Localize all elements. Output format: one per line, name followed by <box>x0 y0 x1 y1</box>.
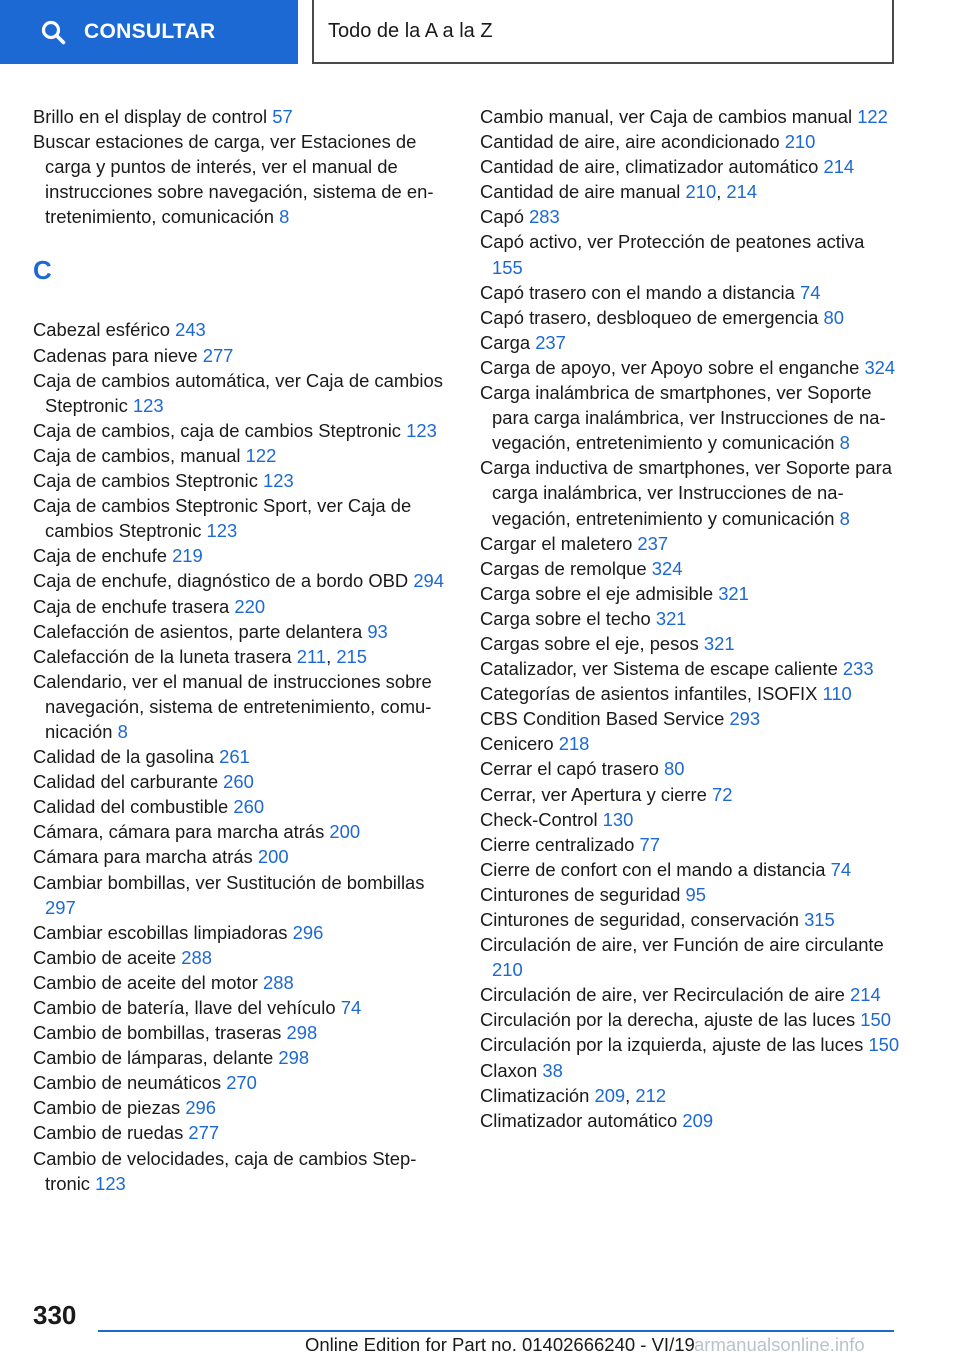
index-entry-text: Brillo en el display de control <box>33 106 273 127</box>
page-link[interactable]: 77 <box>639 833 660 855</box>
index-entry <box>33 1020 453 1045</box>
page-link[interactable]: 211 <box>296 645 327 667</box>
page-link[interactable]: 200 <box>257 846 289 868</box>
index-entry <box>33 769 453 794</box>
page-link[interactable]: 260 <box>223 771 254 793</box>
page-link[interactable]: 277 <box>188 1122 220 1144</box>
index-entry-text: Carga sobre el techo <box>480 607 656 629</box>
index-entry-text: Carga de apoyo, ver Apoyo sobre el enganche <box>480 356 865 378</box>
index-entry-text: Cerrar, ver Apertura y cierre <box>480 783 713 805</box>
page-link[interactable]: 219 <box>172 545 203 567</box>
index-entry-text: Climatización <box>480 1084 595 1106</box>
index-entry <box>33 995 453 1020</box>
index-entry <box>480 1058 900 1083</box>
index-entry <box>33 870 453 920</box>
page-link[interactable]: 288 <box>181 946 212 968</box>
index-entry-text: Cantidad de aire, aire acondicionado <box>480 131 785 153</box>
page-link[interactable]: 122 <box>857 106 888 127</box>
page-link[interactable]: 74 <box>830 858 852 880</box>
index-entry <box>480 832 900 857</box>
index-entry-text: Circulación de aire, ver Recirculación de aire <box>480 984 851 1006</box>
index-entry <box>480 556 900 581</box>
index-entry <box>480 681 900 706</box>
index-entry <box>480 104 900 129</box>
index-entry <box>480 756 900 781</box>
index-entry <box>480 631 900 656</box>
page-link[interactable]: 209 <box>594 1084 626 1106</box>
index-entry <box>33 468 453 493</box>
index-entry <box>480 355 900 380</box>
section-title: Todo de la A a la Z <box>328 19 493 42</box>
page-link[interactable]: 296 <box>185 1097 217 1119</box>
index-column-left <box>33 104 453 1196</box>
page-number: 330 <box>33 1300 77 1330</box>
index-entry-text: Climatizador automático <box>480 1109 683 1131</box>
index-entry <box>33 920 453 945</box>
index-entry-text: Caja de cambios, manual <box>33 444 246 466</box>
index-entry-text: Calidad del carburante <box>33 771 224 793</box>
index-entry <box>480 1007 900 1032</box>
index-entry-text: Cambio de velocidades, caja de cambios Steptronic <box>33 1147 417 1194</box>
index-entry-text: Check-Control <box>480 808 603 830</box>
page-link[interactable]: 150 <box>868 1034 900 1056</box>
index-entry <box>480 229 900 279</box>
page-link[interactable]: 261 <box>219 746 250 768</box>
index-entry-text: Cinturones de seguridad, conservación <box>480 909 805 930</box>
index-entry-text: Caja de enchufe trasera <box>33 595 235 617</box>
page-link[interactable]: 296 <box>292 921 324 943</box>
page-link[interactable]: 215 <box>336 645 368 667</box>
index-entry-text: Catalizador, ver Sistema de escape caliente <box>480 658 843 680</box>
index-entry-text: Caja de enchufe, diagnóstico de a bordo OBD <box>33 570 414 592</box>
index-entry-text: CBS Condition Based Service <box>480 708 730 730</box>
index-entry <box>480 731 900 756</box>
page-link[interactable]: 210 <box>784 131 816 153</box>
page-link[interactable]: 243 <box>175 319 206 341</box>
index-entry-text: Capó <box>480 206 530 228</box>
page-link[interactable]: 233 <box>842 658 874 680</box>
page-link[interactable]: 8 <box>839 507 850 529</box>
index-entry <box>33 1045 453 1070</box>
index-entry-text: Circulación de aire, ver Función de aire circulante <box>480 934 884 956</box>
index-entry-text: Caja de cambios Steptronic <box>33 470 263 492</box>
page-link[interactable]: 214 <box>823 156 855 178</box>
index-entry-text: Caja de cambios, caja de cambios Steptronic <box>33 419 407 441</box>
page-link[interactable]: 270 <box>226 1072 257 1094</box>
index-entry <box>33 418 453 443</box>
page-link[interactable]: 210 <box>685 181 717 203</box>
index-entry <box>480 280 900 305</box>
index-entry <box>480 807 900 832</box>
index-entry <box>33 819 453 844</box>
index-entry-text: Cambio de aceite del motor <box>33 971 263 993</box>
page-link[interactable]: 298 <box>278 1047 310 1069</box>
index-entry <box>33 568 453 593</box>
page-link[interactable]: 123 <box>95 1172 126 1194</box>
section-header <box>312 0 894 64</box>
page-link[interactable]: 288 <box>263 971 294 993</box>
index-entry-text: Circulación por la derecha, ajuste de las luces <box>480 1009 861 1031</box>
index-entry <box>480 1108 900 1133</box>
index-entry-text: Cenicero <box>480 733 559 755</box>
index-entry-text: Caja de enchufe <box>33 545 173 567</box>
page-link[interactable]: 150 <box>860 1009 891 1031</box>
page-link[interactable]: 237 <box>535 331 566 353</box>
index-entry <box>33 368 453 418</box>
index-entry-text: Caja de cambios automática, ver Caja de cambios Steptronic <box>33 369 443 416</box>
index-entry <box>33 945 453 970</box>
page-link[interactable]: 297 <box>45 896 76 918</box>
index-entry <box>480 531 900 556</box>
index-entry <box>480 982 900 1007</box>
page-link[interactable]: 298 <box>286 1022 318 1044</box>
index-entry-text: Cambio de neumáticos <box>33 1072 227 1094</box>
index-entry-text: Cargas sobre el eje, pesos <box>480 632 704 654</box>
index-entry-text: Carga inductiva de smartphones, ver Soporte para carga inalámbrica, ver Instrucciones de navegación, entretenimiento y comunicación <box>480 457 892 529</box>
page-link[interactable]: 209 <box>682 1109 714 1131</box>
index-entry-text: Cambio de bombillas, traseras <box>33 1022 287 1044</box>
page-link[interactable]: 324 <box>651 557 683 579</box>
footer-divider <box>98 1330 894 1332</box>
index-entry <box>33 844 453 869</box>
index-letter-heading: C <box>33 255 52 286</box>
index-entry-text: Cámara para marcha atrás <box>33 846 258 868</box>
page-link[interactable]: 123 <box>406 419 437 441</box>
index-entry-text: Cierre centralizado <box>480 833 640 855</box>
index-entry-text: Cambio de ruedas <box>33 1122 189 1144</box>
index-entry-text: Calidad de la gasolina <box>33 746 220 768</box>
index-entry-text: Cambiar bombillas, ver Sustitución de bombillas <box>33 871 425 893</box>
index-entry-text: Calidad del combustible <box>33 796 234 818</box>
index-entry <box>480 656 900 681</box>
index-entry <box>33 543 453 568</box>
index-entry-text: Carga sobre el eje admisible <box>480 582 719 604</box>
index-entry <box>33 1070 453 1095</box>
page-link[interactable]: 57 <box>272 106 293 127</box>
index-entry <box>33 1095 453 1120</box>
page-link[interactable]: 8 <box>279 206 290 228</box>
page-link[interactable]: 130 <box>602 808 634 830</box>
index-entry-text: Cantidad de aire manual <box>480 181 686 203</box>
index-entry-text: Categorías de asientos infantiles, ISOFIX <box>480 683 823 705</box>
index-entry-text: Calendario, ver el manual de instrucciones sobre navegación, sistema de entretenimiento, comunicación <box>33 670 432 742</box>
page-link[interactable]: 8 <box>117 720 128 742</box>
index-entry-text: Capó trasero con el mando a distancia <box>480 281 800 303</box>
consultar-tab[interactable] <box>0 0 298 64</box>
page-link[interactable]: 218 <box>558 733 590 755</box>
index-entry <box>33 669 453 744</box>
edition-text: Online Edition for Part no. 01402666240 - VI/19 <box>305 1334 695 1355</box>
index-entry <box>480 204 900 229</box>
index-entry-text: Cierre de confort con el mando a distancia <box>480 858 831 880</box>
index-entry <box>480 706 900 731</box>
page-link[interactable]: 214 <box>850 984 881 1006</box>
index-entry <box>33 443 453 468</box>
index-entry <box>480 882 900 907</box>
page-link[interactable]: 74 <box>799 281 821 303</box>
page-link[interactable]: 38 <box>542 1059 563 1081</box>
index-entry <box>480 782 900 807</box>
page-link[interactable]: 123 <box>132 394 164 416</box>
index-entry <box>33 970 453 995</box>
page-link[interactable]: 321 <box>655 607 687 629</box>
page-link[interactable]: 212 <box>635 1084 667 1106</box>
index-entry <box>480 1032 900 1057</box>
index-entry <box>33 594 453 619</box>
page-link[interactable]: 74 <box>340 997 362 1018</box>
page-link[interactable]: 72 <box>712 783 733 805</box>
page-link[interactable]: 293 <box>729 708 761 730</box>
index-entry: Climatización 209, 212 <box>480 1084 667 1106</box>
page-link[interactable]: 321 <box>718 582 749 604</box>
page-link[interactable]: 95 <box>685 883 706 905</box>
search-icon <box>40 19 66 45</box>
page-link[interactable]: 80 <box>823 306 844 328</box>
page-link[interactable]: 123 <box>206 520 238 542</box>
index-entry-text: Capó activo, ver Protección de peatones activa <box>480 231 865 253</box>
index-entry-text: Circulación por la izquierda, ajuste de las luces <box>480 1034 869 1056</box>
page-link[interactable]: 214 <box>726 181 758 203</box>
index-entry-text: Cambio manual, ver Caja de cambios manual <box>480 106 858 127</box>
page-link[interactable]: 283 <box>529 206 560 228</box>
page-link[interactable]: 123 <box>263 470 294 492</box>
index-entry-text: Cambio de piezas <box>33 1097 186 1119</box>
index-entry <box>480 154 900 179</box>
index-entry <box>33 794 453 819</box>
page-link[interactable]: 80 <box>663 758 685 780</box>
index-entry <box>33 1146 453 1196</box>
index-entry <box>480 380 900 455</box>
index-entry-text: Carga inalámbrica de smartphones, ver Soporte para carga inalámbrica, ver Instrucciones de navegación, entretenimiento y comunicación <box>480 382 886 454</box>
index-entry <box>480 907 900 932</box>
index-entry <box>33 317 453 342</box>
index-entry-text: Cambio de aceite <box>33 946 182 968</box>
index-entry <box>33 343 453 368</box>
index-entry-text: Calefacción de asientos, parte delantera <box>33 620 368 642</box>
page-link[interactable]: 294 <box>413 570 445 592</box>
page-link[interactable]: 200 <box>329 821 361 843</box>
index-entry: Cantidad de aire manual 210, 214 <box>480 181 758 203</box>
index-entry <box>480 857 900 882</box>
page-link[interactable]: 210 <box>492 959 523 981</box>
page-link[interactable]: 324 <box>864 356 896 378</box>
page-link[interactable]: 8 <box>839 432 850 454</box>
index-entry-text: Claxon <box>480 1059 543 1081</box>
index-entry-text: Caja de cambios Steptronic Sport, ver Caja de cambios Steptronic <box>33 495 412 542</box>
index-entry <box>480 932 900 982</box>
page-link[interactable]: 155 <box>492 256 523 278</box>
index-entry <box>33 619 453 644</box>
index-entry-text: Buscar estaciones de carga, ver Estaciones de carga y puntos de interés, ver el manual de instrucciones sobre navegación, sistema de entretenimiento, comunicación <box>33 131 434 228</box>
index-entry <box>480 455 900 530</box>
index-column-right <box>480 104 900 1133</box>
watermark: armanualsonline.info <box>694 1334 865 1355</box>
index-entry-text: Cerrar el capó trasero <box>480 758 664 780</box>
index-entry-text: Cargas de remolque <box>480 557 652 579</box>
page-link[interactable]: 321 <box>703 632 735 654</box>
index-entry <box>480 305 900 330</box>
page-link[interactable]: 315 <box>804 909 835 930</box>
index-entry <box>33 493 453 543</box>
index-entry-text: Cadenas para nieve <box>33 344 203 366</box>
consultar-label: CONSULTAR <box>84 20 216 43</box>
page-link[interactable]: 237 <box>637 532 669 554</box>
index-entry-text: Cabezal esférico <box>33 319 176 341</box>
index-entry-text: Capó trasero, desbloqueo de emergencia <box>480 306 824 328</box>
index-entry-text: Cantidad de aire, climatizador automático <box>480 156 824 178</box>
page-link[interactable]: 260 <box>233 796 265 818</box>
index-entry <box>480 606 900 631</box>
page-link[interactable]: 277 <box>202 344 234 366</box>
index-entry-text: Carga <box>480 331 536 353</box>
index-entry-text: Cargar el maletero <box>480 532 638 554</box>
page-link[interactable]: 93 <box>367 620 388 642</box>
index-entry-text: Cámara, cámara para marcha atrás <box>33 821 330 843</box>
index-entry <box>33 744 453 769</box>
index-entry-text: Cambio de lámparas, delante <box>33 1047 279 1069</box>
page-link[interactable]: 110 <box>822 683 852 705</box>
index-entry <box>480 581 900 606</box>
index-entry-text: Cambio de batería, llave del vehículo <box>33 997 341 1018</box>
index-entry: Calefacción de la luneta trasera 211, 215 <box>33 645 368 667</box>
index-entry <box>33 1120 453 1145</box>
index-entry-text: Calefacción de la luneta trasera <box>33 645 297 667</box>
index-entry <box>480 330 900 355</box>
index-entry <box>33 129 453 229</box>
page-link[interactable]: 122 <box>245 444 277 466</box>
index-entry-text: Cinturones de seguridad <box>480 883 686 905</box>
index-entry <box>33 104 453 129</box>
page-link[interactable]: 220 <box>234 595 266 617</box>
index-entry-text: Cambiar escobillas limpiadoras <box>33 921 293 943</box>
index-entry <box>480 129 900 154</box>
